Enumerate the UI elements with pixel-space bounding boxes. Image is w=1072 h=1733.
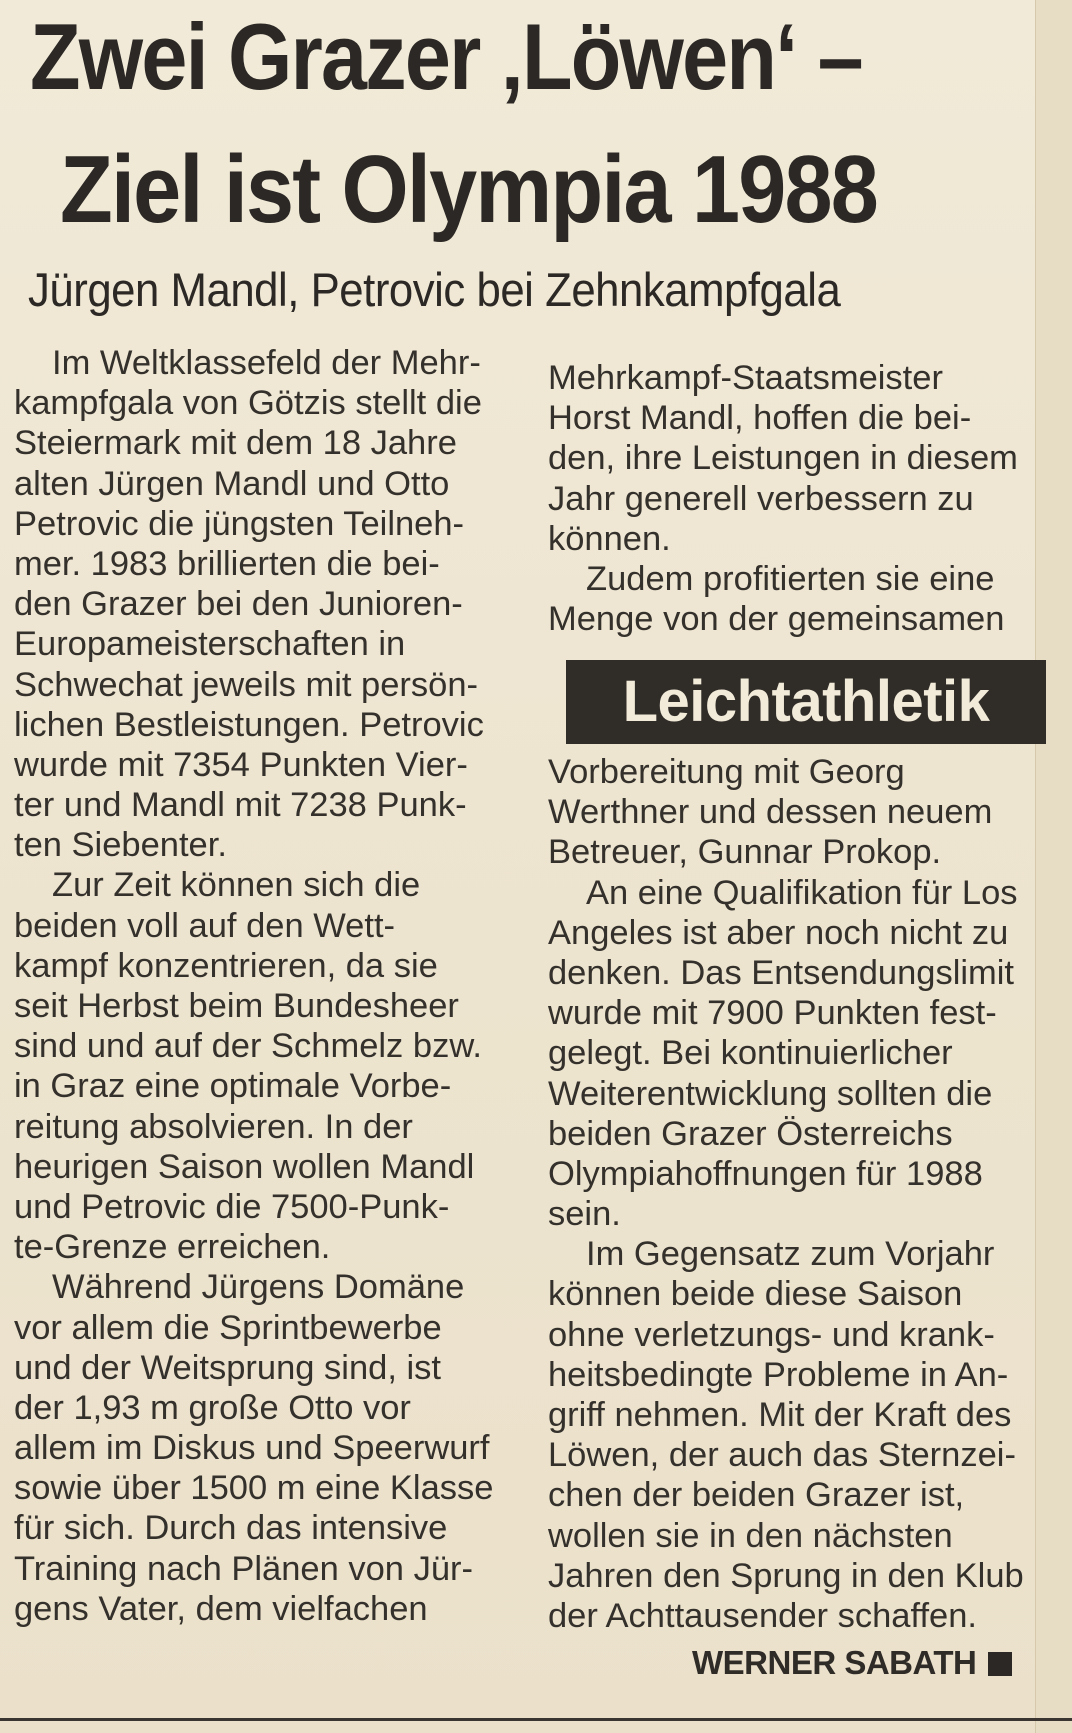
- article-line: in Graz eine optimale Vorbe-: [14, 1067, 452, 1106]
- article-line: wurde mit 7900 Punkten fest-: [548, 994, 997, 1033]
- article-line: mer. 1983 brillierten die bei-: [14, 544, 440, 583]
- section-rubric: Leichtathletik: [566, 660, 1046, 744]
- article-line: gelegt. Bei kontinuierlicher: [548, 1034, 953, 1073]
- article-line: ohne verletzungs- und krank-: [548, 1315, 995, 1354]
- article-line: Im Gegensatz zum Vorjahr: [586, 1235, 995, 1274]
- article-line: Mehrkampf-Staatsmeister: [548, 359, 943, 397]
- headline-line-1: Zwei Grazer ‚Löwen‘ –: [30, 4, 862, 109]
- article-line: den, ihre Leistungen in diesem: [548, 439, 1018, 478]
- article-line: sowie über 1500 m eine Klasse: [14, 1469, 494, 1508]
- article-line: te-Grenze erreichen.: [14, 1228, 331, 1267]
- article-line: Schwechat jeweils mit persön-: [14, 665, 479, 704]
- article-line: ter und Mandl mit 7238 Punk-: [14, 786, 467, 825]
- article-line: Menge von der gemeinsamen: [548, 600, 1005, 639]
- article-line: können.: [548, 519, 671, 558]
- article-line: gens Vater, dem vielfachen: [14, 1589, 428, 1628]
- article-line: sind und auf der Schmelz bzw.: [14, 1027, 482, 1066]
- article-column-right-top: [548, 358, 1048, 639]
- article-line: Steiermark mit dem 18 Jahre: [14, 424, 457, 463]
- article-line: der Achttausender schaffen.: [548, 1596, 977, 1635]
- article-line: Löwen, der auch das Sternzei-: [548, 1436, 1016, 1475]
- article-line: wurde mit 7354 Punkten Vier-: [14, 745, 468, 784]
- subtitle: Jürgen Mandl, Petrovic bei Zehnkampfgala: [28, 263, 841, 316]
- article-line: sein.: [548, 1195, 621, 1234]
- article-line: Petrovic die jüngsten Teilneh-: [14, 504, 465, 543]
- article-line: Weiterentwicklung sollten die: [548, 1074, 993, 1113]
- article-line: chen der beiden Grazer ist,: [548, 1476, 965, 1515]
- byline: [692, 1644, 1052, 1682]
- article-line: alten Jürgen Mandl und Otto: [14, 464, 450, 503]
- article-line: Zur Zeit können sich die: [52, 866, 421, 905]
- article-line: beiden Grazer Österreichs: [548, 1114, 953, 1153]
- article-line: Vorbereitung mit Georg: [548, 753, 905, 791]
- article-line: Europameisterschaften in: [14, 625, 406, 664]
- end-mark-icon: [988, 1652, 1012, 1676]
- article-line: heitsbedingte Probleme in An-: [548, 1355, 1009, 1394]
- article-line: der 1,93 m große Otto vor: [14, 1388, 411, 1427]
- article-line: und Petrovic die 7500-Punk-: [14, 1187, 450, 1226]
- author-name: WERNER SABATH: [692, 1644, 977, 1681]
- bottom-rule: [0, 1718, 1072, 1721]
- article-column-left: [14, 343, 514, 1629]
- article-line: den Grazer bei den Junioren-: [14, 585, 463, 624]
- article-line: Während Jürgens Domäne: [52, 1268, 465, 1307]
- article-line: für sich. Durch das intensive: [14, 1509, 448, 1548]
- article-line: Angeles ist aber noch nicht zu: [548, 913, 1009, 952]
- article-line: heurigen Saison wollen Mandl: [14, 1147, 475, 1186]
- article-line: Im Weltklassefeld der Mehr-: [52, 344, 481, 382]
- article-line: An eine Qualifikation für Los: [586, 873, 1018, 912]
- article-line: beiden voll auf den Wett-: [14, 906, 396, 945]
- article-line: lichen Bestleistungen. Petrovic: [14, 705, 484, 744]
- article-line: denken. Das Entsendungslimit: [548, 953, 1015, 992]
- article-line: Training nach Plänen von Jür-: [14, 1549, 473, 1588]
- article-line: ten Siebenter.: [14, 826, 227, 865]
- article-line: Werthner und dessen neuem: [548, 793, 993, 832]
- article-line: reitung absolvieren. In der: [14, 1107, 413, 1146]
- article-line: Jahren den Sprung in den Klub: [548, 1556, 1024, 1595]
- article-line: und der Weitsprung sind, ist: [14, 1348, 442, 1387]
- article-line: griff nehmen. Mit der Kraft des: [548, 1396, 1012, 1434]
- article-column-right-bottom: [548, 752, 1048, 1636]
- article-line: Zudem profitierten sie eine: [586, 559, 995, 598]
- article-line: vor allem die Sprintbewerbe: [14, 1308, 442, 1347]
- headline-line-2: Ziel ist Olympia 1988: [60, 136, 878, 243]
- article-line: können beide diese Saison: [548, 1275, 963, 1314]
- article-line: Betreuer, Gunnar Prokop.: [548, 833, 942, 872]
- article-line: kampf konzentrieren, da sie: [14, 946, 438, 985]
- article-line: Horst Mandl, hoffen die bei-: [548, 399, 972, 438]
- article-line: kampfgala von Götzis stellt die: [14, 384, 482, 423]
- article-line: seit Herbst beim Bundesheer: [14, 987, 459, 1025]
- article-line: wollen sie in den nächsten: [548, 1516, 953, 1555]
- article-line: Olympiahoffnungen für 1988: [548, 1154, 983, 1193]
- article-line: allem im Diskus und Speerwurf: [14, 1429, 490, 1468]
- article-line: Jahr generell verbessern zu: [548, 479, 974, 518]
